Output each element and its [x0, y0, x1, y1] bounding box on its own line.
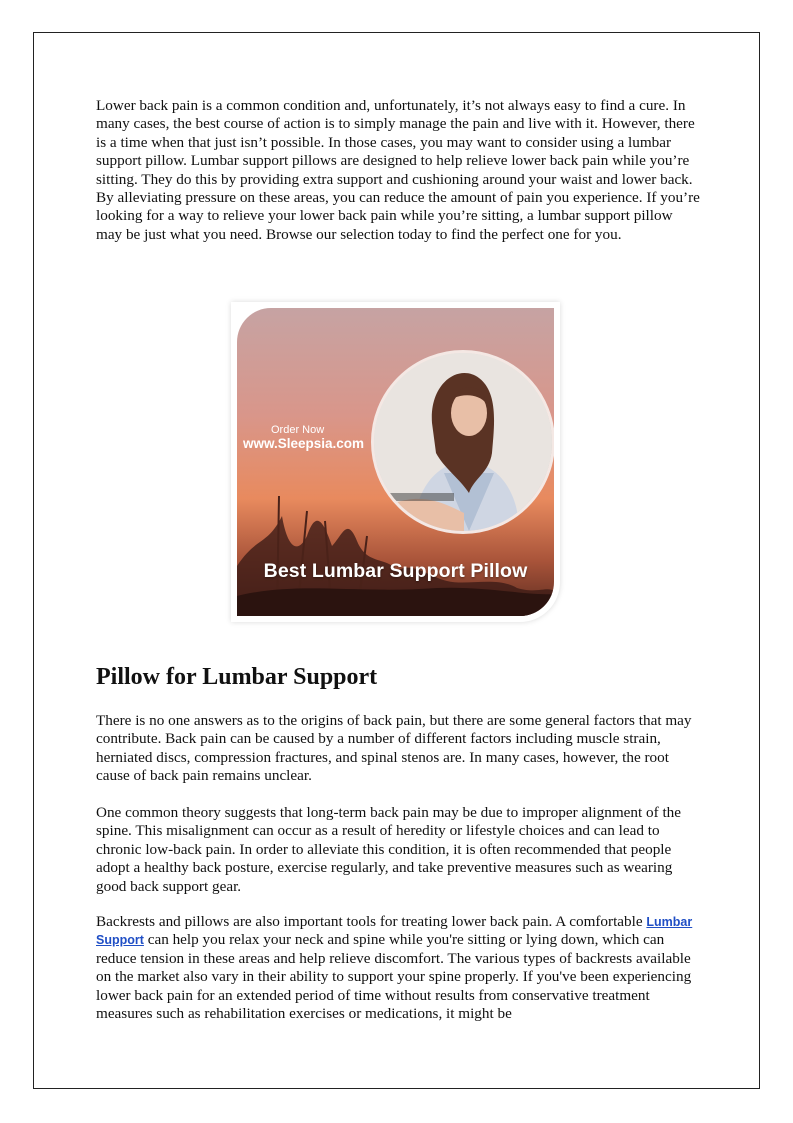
paragraph-text-before-link: Backrests and pillows are also important tools for treating lower back pain. A comfortable: [96, 913, 647, 930]
site-url: www.Sleepsia.com: [243, 436, 365, 451]
woman-figure-icon: [374, 353, 552, 531]
order-now-label: Order Now: [271, 424, 325, 436]
section-paragraph-2: One common theory suggests that long-term back pain may be due to improper alignment of the spine. This misalignment can occur as a result of heredity or lifestyle choices and can lead to chronic low-back pain. In order to alleviate this condition, it is often recommended that people adopt a healthy back posture, exercise regularly, and take preventive measures such as wearing good back support gear.: [96, 804, 681, 895]
woman-photo-circle: [371, 350, 554, 534]
promo-title: Best Lumbar Support Pillow: [263, 560, 528, 582]
section-paragraph-1: There is no one answers as to the origins of back pain, but there are some general factors that may contribute. Back pain can be caused by a number of different factors including muscle strain, herniated discs, compression fractures, and spinal stenos are. In many cases, however, the root cause of back pain remains unclear.: [96, 712, 692, 785]
promo-image: [231, 302, 560, 622]
paragraph-text-after-link: can help you relax your neck and spine while you're sitting or lying down, which can reduce tension in these areas and help relieve discomfort. The various types of backrests available on the market also vary in their ability to support your spine properly. If you've been experiencing lower back pain for an extended period of time without results from conservative treatment measures such as rehabilitation exercises or medications, it might be: [96, 931, 692, 1023]
promo-background: [237, 308, 554, 616]
lumbar-support-link[interactable]: Lumbar Support: [96, 915, 693, 948]
intro-paragraph: Lower back pain is a common condition and, unfortunately, it’s not always easy to find a cure. In many cases, the best course of action is to simply manage the pain and live with it. However, there is a time when that just isn’t possible. In those cases, you may want to consider using a lumbar support pillow. Lumbar support pillows are designed to help relieve lower back pain while you’re sitting. They do this by providing extra support and cushioning around your waist and lower back. By alleviating pressure on these areas, you can reduce the amount of pain you experience. If you’re looking for a way to relieve your lower back pain while you’re sitting, a lumbar support pillow may be just what you need. Browse our selection today to find the perfect one for you.: [96, 97, 700, 243]
section-heading: Pillow for Lumbar Support: [96, 664, 378, 690]
section-paragraph-3: [96, 913, 702, 1023]
